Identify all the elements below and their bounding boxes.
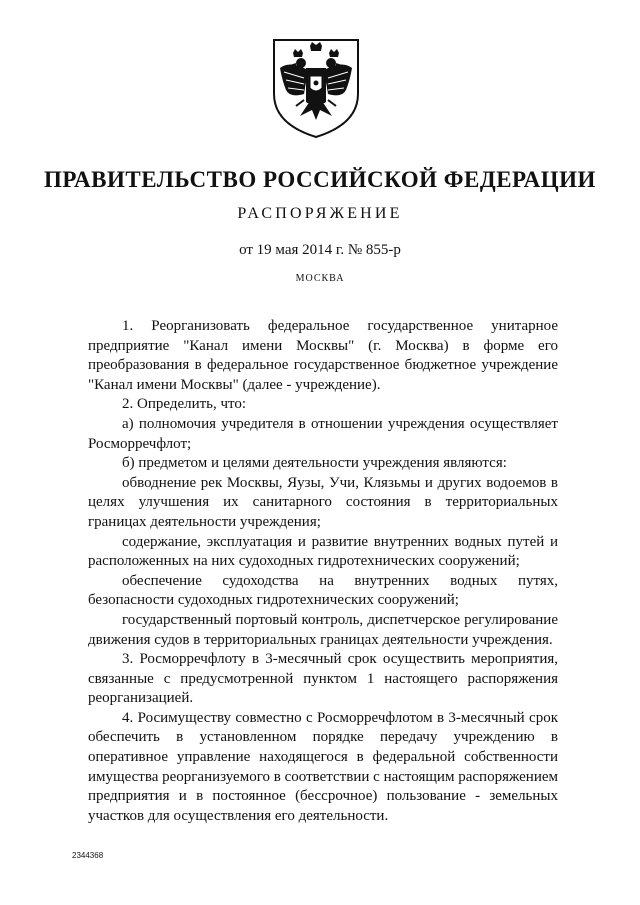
city-name: МОСКВА <box>295 273 345 284</box>
double-headed-eagle-icon <box>268 36 364 140</box>
paragraph: государственный портовый контроль, диспетчерское регулирование движения судов в территориальных границах деятельности учреждения. <box>88 611 558 648</box>
paragraph: а) полномочия учредителя в отношении учреждения осуществляет Росморречфлот; <box>88 415 558 452</box>
paragraph: 3. Росморречфлоту в 3-месячный срок осуществить мероприятия, связанные с предусмотренной пунктом 1 настоящего распоряжения реорганизацией. <box>88 651 558 707</box>
paragraph: обводнение рек Москвы, Яузы, Учи, Клязьмы и других водоемов в целях улучшения их санитарного состояния в территориальных границах деятельности учреждения; <box>88 474 558 530</box>
paragraph: содержание, эксплуатация и развитие внутренних водных путей и расположенных на них судоходных гидротехнических сооружений; <box>88 533 558 570</box>
document-body <box>88 317 558 826</box>
paragraph: б) предметом и целями деятельности учреждения являются: <box>122 455 507 472</box>
paragraph: обеспечение судоходства на внутренних водных путях, безопасности судоходных гидротехнических сооружений; <box>88 572 558 609</box>
government-title: ПРАВИТЕЛЬСТВО РОССИЙСКОЙ ФЕДЕРАЦИИ <box>44 167 596 192</box>
date-and-number: от 19 мая 2014 г. № 855-р <box>239 242 401 258</box>
document-type: РАСПОРЯЖЕНИЕ <box>237 205 403 222</box>
paragraph: 1. Реорганизовать федеральное государственное унитарное предприятие "Канал имени Москвы" (г. Москва) в форме его преобразования в федеральное государственное бюджетное учреждение "Канал имени Москвы" (далее - учреждение). <box>88 318 558 393</box>
document-code: 2344368 <box>72 851 104 860</box>
paragraph: 2. Определить, что: <box>122 396 247 413</box>
paragraph: 4. Росимуществу совместно с Росморречфлотом в 3-месячный срок обеспечить в установленном порядке передачу учреждению в оперативное управление находящегося в федеральной собственности имущества реорганизуемого в соответствии с настоящим распоряжением предприятия и в постоянное (бессрочное) пользование - земельных участков для осуществления его деятельности. <box>88 709 558 824</box>
